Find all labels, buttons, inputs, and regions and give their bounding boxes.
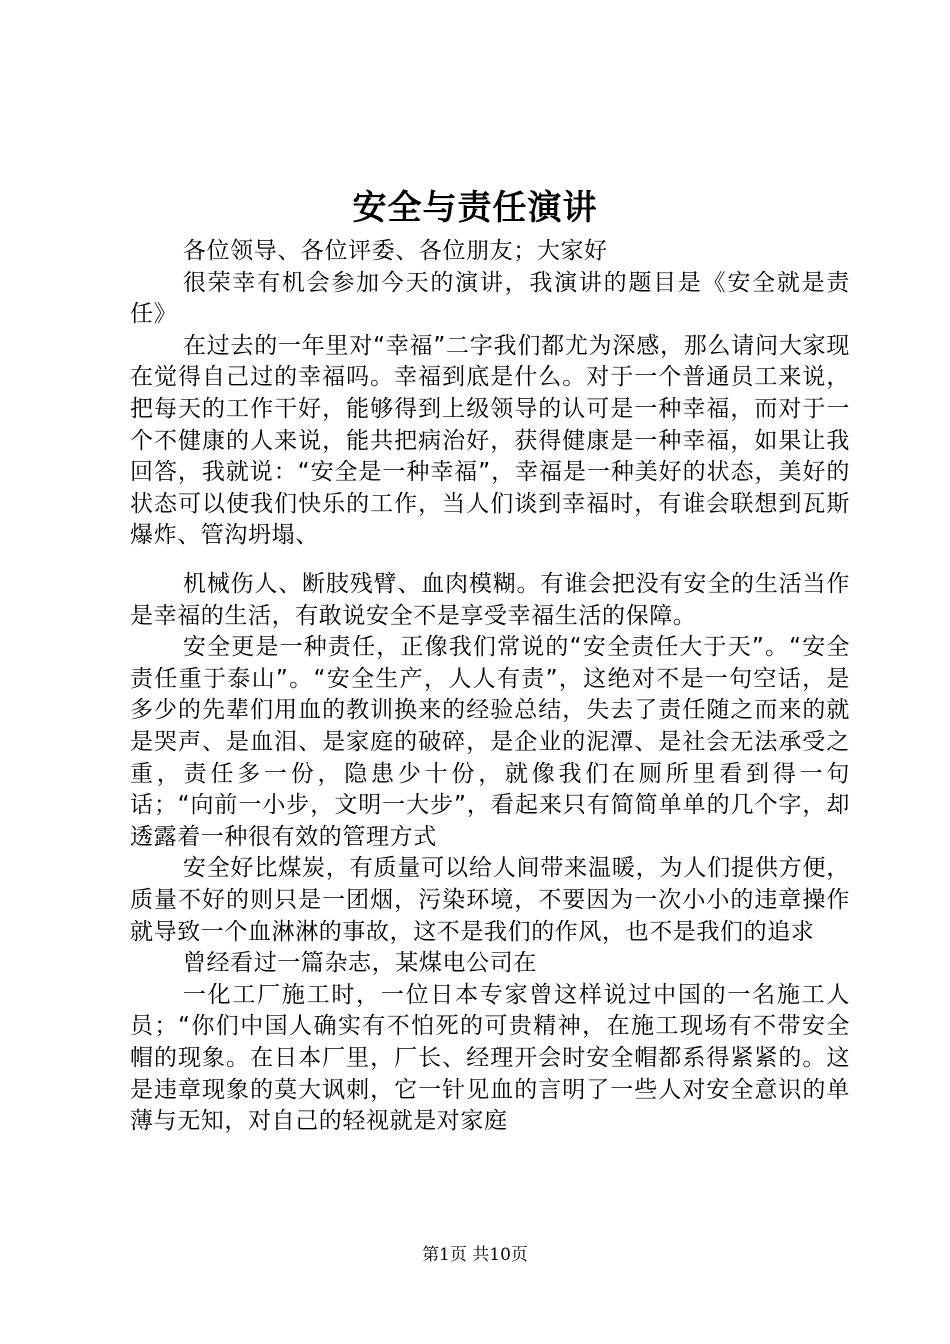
document-title: 安全与责任演讲 [352, 188, 598, 228]
paragraph-topic: 很荣幸有机会参加今天的演讲，我演讲的题目是《安全就是责任》 [130, 269, 850, 328]
paragraph-greeting: 各位领导、各位评委、各位朋友；大家好 [182, 238, 608, 264]
paragraph-injuries: 机械伤人、断肢残臂、血肉模糊。有谁会把没有安全的生活当作是幸福的生活，有敢说安全不是享受幸福生活的保障。 [130, 571, 850, 629]
paragraph-japanese-expert: 一化工厂施工时，一位日本专家曾这样说过中国的一名施工人员；“你们中国人确实有不怕死的可贵精神，在施工现场有不带安全帽的现象。在日本厂里，厂长、经理开会时安全帽都系得紧紧的。这是违章现象的莫大讽刺，它一针见血的言明了一些人对安全意识的单薄与无知，对自己的轻视就是对家庭 [130, 981, 850, 1135]
paragraph-coal: 安全好比煤炭，有质量可以给人间带来温暖，为人们提供方便，质量不好的则只是一团烟，污染环境，不要因为一次小小的违章操作就导致一个血淋淋的事故，这不是我们的作风，也不是我们的追求 [130, 855, 850, 945]
paragraph-responsibility: 安全更是一种责任，正像我们常说的“安全责任大于天”。“安全责任重于泰山”。“安全生产，人人有责”，这绝对不是一句空话，是多少的先辈们用血的教训换来的经验总结，失去了责任随之而来的就是哭声、是血泪、是家庭的破碎，是企业的泥潭、是社会无法承受之重，责任多一份，隐患少十份，就像我们在厕所里看到得一句话；“向前一小步，文明一大步”，看起来只有简简单单的几个字，却透露着一种很有效的管理方式 [130, 634, 850, 850]
paragraph-happiness: 在过去的一年里对“幸福”二字我们都尤为深感，那么请问大家现在觉得自己过的幸福吗。幸福到底是什么。对于一个普通员工来说，把每天的工作干好，能够得到上级领导的认可是一种幸福，而对于一个不健康的人来说，能共把病治好，获得健康是一种幸福，如果让我回答，我就说：“安全是一种幸福”，幸福是一种美好的状态，美好的状态可以使我们快乐的工作，当人们谈到幸福时，有谁会联想到瓦斯爆炸、管沟坍塌、 [130, 332, 850, 549]
paragraph-magazine: 曾经看过一篇杂志，某煤电公司在 [182, 950, 537, 977]
body-text-block-1 [130, 236, 850, 552]
page-footer: 第1页 共10页 [422, 1245, 528, 1265]
body-text-block-2 [130, 569, 850, 1138]
